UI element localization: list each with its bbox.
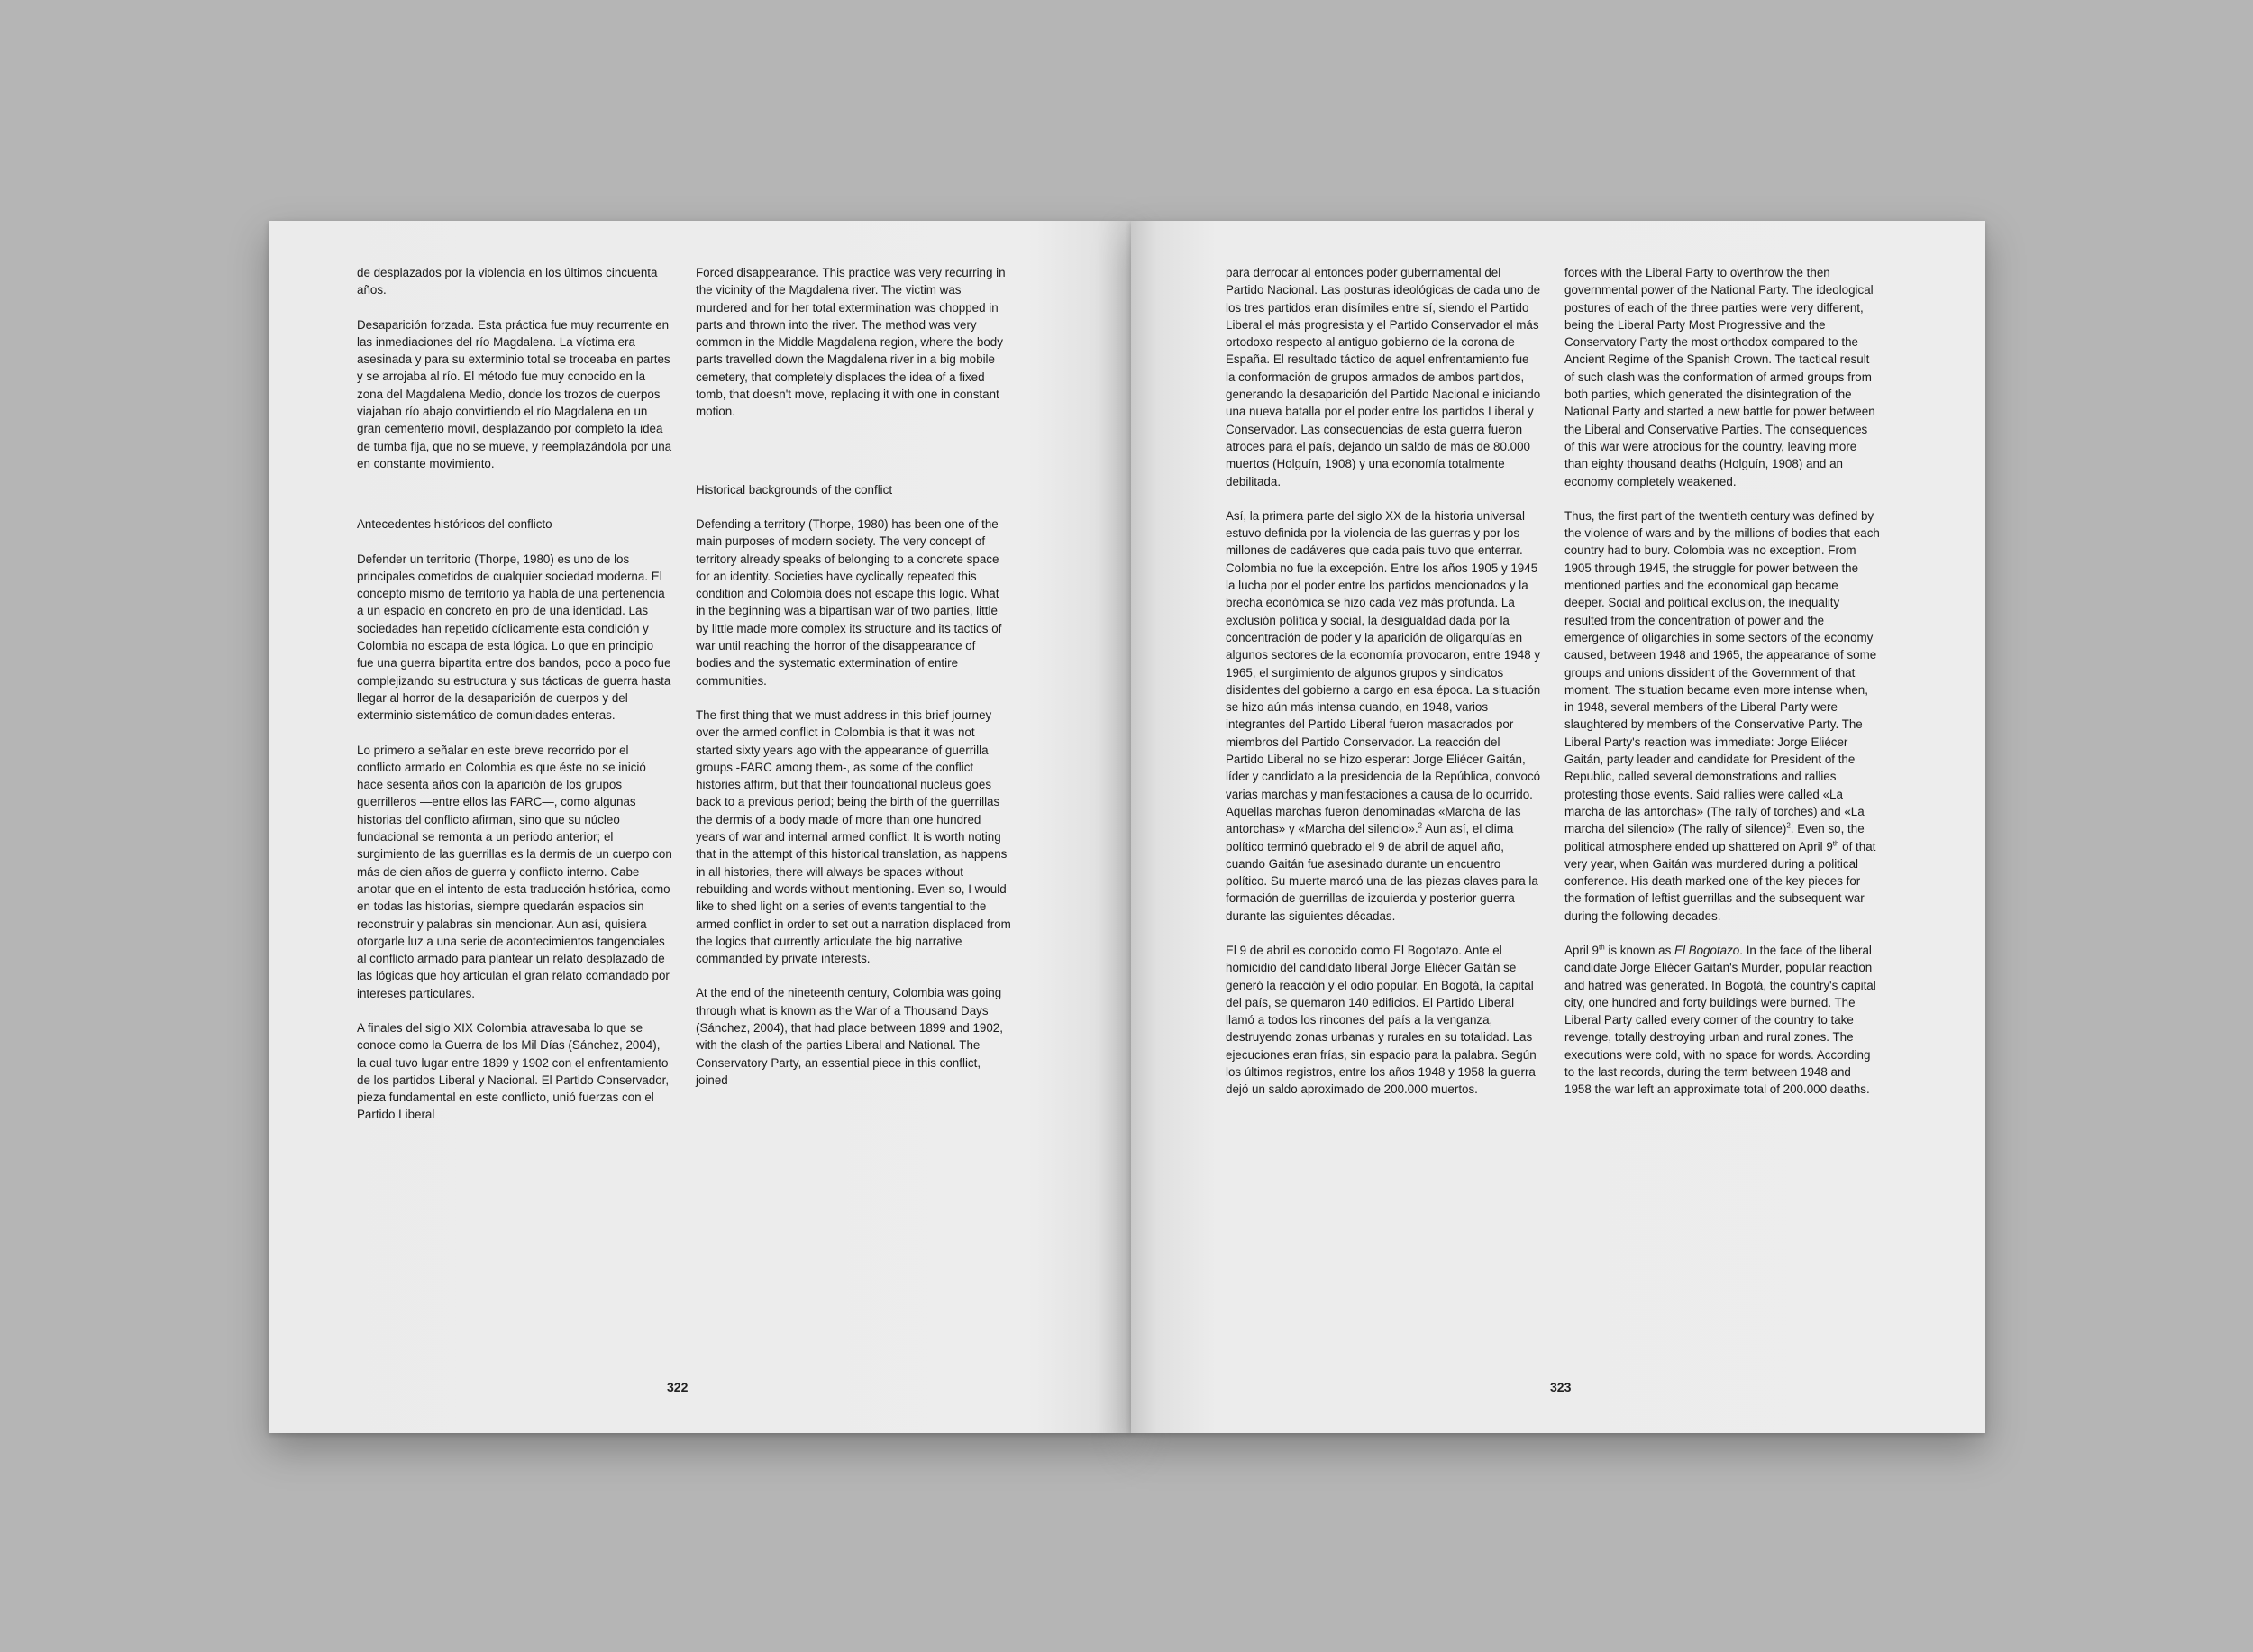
paragraph: Lo primero a señalar en este breve recorrido por el conflicto armado en Colombia es que éste no se inició hace sesenta años con la aparición de los grupos guerrilleros —entre ellos las FARC—, como algunas historias del conflicto afirman, sino que su núcleo fundacional se remonta a un periodo anterior; el surgimiento de las guerrillas es la dermis de un cuerpo con más de cien años de guerra y conflicto interno. Cabe anotar que en el intento de esta traducción histórica, como en todas las historias, siempre quedarán espacios sin reconstruir y palabras sin mencionar. Aun así, quisiera otorgarle luz a una serie de acontecimientos tangenciales al conflicto armado para plantear un relato desplazado de las lógicas que hoy articulan el gran relato comandado por intereses particulares. [357, 743, 672, 1000]
paragraph: de desplazados por la violencia en los últimos cincuenta años. [357, 266, 658, 297]
paragraph: Defender un territorio (Thorpe, 1980) es uno de los principales cometidos de cualquier sociedad moderna. El concepto mismo de territorio ya habla de una pertenencia a un espacio en concreto en pro de una identidad. Las sociedades han repetido cíclicamente esta condición y Colombia no escapa de esta lógica. Lo que en principio fue una guerra bipartita entre dos bandos, poco a poco fue complejizando su estructura y sus tácticas de guerra hasta llegar al horror de la desaparición de cuerpos y del exterminio sistemático de comunidades enteras. [357, 552, 671, 723]
section-heading: Antecedentes históricos del conflicto [357, 517, 552, 532]
right-english-column [1564, 264, 1880, 1116]
paragraph: Defending a territory (Thorpe, 1980) has been one of the main purposes of modern society. The very concept of territory already speaks of belonging to a concrete space for an identity. Societies have cyclically repeated this condition and Colombia does not escape this logic. What in the beginning was a bipartisan war of two parties, little by little made more complex its structure and its tactics of war until reaching the horror of the disappearance of bodies and the systematic extermination of entire communities. [696, 516, 1002, 688]
paragraph [1564, 942, 1880, 1099]
paragraph: The first thing that we must address in this brief journey over the armed conflict in Colombia is that it was not started sixty years ago with the appearance of guerrilla groups -FARC among them-, as some of the conflict histories affirm, but that their foundational nucleus goes back to a previous period; being the birth of the guerrillas the dermis of a body made of more than one hundred years of war and internal armed conflict. It is worth noting that in the attempt of this historical translation, as happens in all histories, there will always be spaces without rebuilding and words without mentioning. Even so, I would like to shed light on a series of events tangential to the armed conflict in order to set out a narration displaced from the logics that currently articulate the big narrative commanded by private interests. [696, 707, 1011, 966]
paragraph-text: Aun así, el clima político terminó quebrado el 9 de abril de aquel año, cuando Gaitán fue asesinado durante un encuentro político. Su muerte marcó una de las piezas claves para la formación de guerrillas de izquierda y posterior guerra durante las siguientes décadas. [1226, 822, 1538, 923]
page-number: 323 [1550, 1380, 1572, 1394]
paragraph: forces with the Liberal Party to overthrow the then governmental power of the National Party. The ideological postures of each of the three parties were very different, being the Liberal Party Most Progressive and the Conservatory Party the most orthodox compared to the Ancient Regime of the Spanish Crown. The tactical result of such clash was the conformation of armed groups from both parties, which generated the disintegration of the National Party and started a new battle for power between the Liberal and Conservative Parties. The consequences of this war were atrocious for the country, leaving more than eighty thousand deaths (Holguín, 1908) and an economy completely weakened. [1564, 266, 1875, 488]
right-spanish-column [1226, 264, 1541, 1116]
paragraph: Desaparición forzada. Esta práctica fue muy recurrente en las inmediaciones del río Magdalena. La víctima era asesinada y para su exterminio total se troceaba en partes y se arrojaba al río. El método fue muy conocido en la zona del Magdalena Medio, donde los trozos de cuerpos viajaban río abajo convirtiendo el río Magdalena en un gran cementerio móvil, desplazando por completo la idea de tumba fija, que no se mueve, y reemplazándola por una en constante movimiento. [357, 317, 672, 470]
emphasis-text: El Bogotazo [1674, 943, 1740, 957]
paragraph [1226, 507, 1541, 925]
paragraph: para derrocar al entonces poder gubernamental del Partido Nacional. Las posturas ideológicas de cada uno de los tres partidos eran disímiles entre sí, siendo el Partido Liberal el más progresista y el Partido Conservador el más ortodoxo respecto al antiguo gobierno de la corona de España. El resultado táctico de aquel enfrentamiento fue la conformación de grupos armados de ambos partidos, generando la desaparición del Partido Nacional e iniciando una nueva batalla por el poder entre los partidos Liberal y Conservador. Las consecuencias de esta guerra fueron atroces para el país, dejando un saldo de más de 80.000 muertos (Holguín, 1908) y una economía totalmente debilitada. [1226, 266, 1541, 488]
left-spanish-column [357, 264, 672, 1141]
right-page [1131, 221, 1985, 1433]
paragraph-text: is known as [1604, 943, 1675, 957]
paragraph-text: April 9 [1564, 943, 1599, 957]
paragraph: El 9 de abril es conocido como El Bogotazo. Ante el homicidio del candidato liberal Jorge Eliécer Gaitán se generó la reacción y el odio popular. En Bogotá, la capital del país, se quemaron 140 edificios. El Partido Liberal llamó a todos los rincones del país a la venganza, destruyendo zonas urbanas y rurales en su totalidad. Las ejecuciones eran frías, sin espacio para la palabra. Según los últimos registros, entre los años 1948 y 1958 la guerra dejó un saldo aproximado de 200.000 muertos. [1226, 943, 1537, 1097]
ordinal-suffix: th [1598, 943, 1605, 952]
paragraph: At the end of the nineteenth century, Colombia was going through what is known as the War of a Thousand Days (Sánchez, 2004), that had place between 1899 and 1902, with the clash of the parties Liberal and National. The Conservatory Party, an essential piece in this conflict, joined [696, 986, 1003, 1087]
paragraph-text: Así, la primera parte del siglo XX de la historia universal estuvo definida por la violencia de las guerras y por los millones de cadáveres que cada país tuvo que enterrar. Colombia no fue la excepción. Entre los años 1905 y 1945 la lucha por el poder entre los partidos mencionados y la brecha económica se hizo cada vez más profunda. La exclusión política y social, la desigualdad dada por la concentración de poder y la aparición de oligarquías en algunos sectores de la economía provocaron, entre 1948 y 1965, el surgimiento de algunos grupos y sindicatos disidentes del gobierno a cargo en esa época. La situación se hizo aún más intensa cuando, en 1948, varios integrantes del Partido Liberal fueron masacrados por miembros del Partido Conservador. La reacción del Partido Liberal no se hizo esperar: Jorge Eliécer Gaitán, líder y candidato a la presidencia de la República, convocó varias marchas y manifestaciones a causa de lo ocurrido. Aquellas marchas fueron denominadas «Marcha de las antorchas» y «Marcha del silencio». [1226, 508, 1541, 836]
left-page [269, 221, 1132, 1433]
section-heading: Historical backgrounds of the conflict [696, 482, 893, 497]
paragraph: A finales del siglo XIX Colombia atravesaba lo que se conoce como la Guerra de los Mil Días (Sánchez, 2004), la cual tuvo lugar entre 1899 y 1902 con el enfrentamiento de los partidos Liberal y Nacional. El Partido Conservador, pieza fundamental en este conflicto, unió fuerzas con el Partido Liberal [357, 1020, 670, 1122]
ordinal-suffix: th [1832, 839, 1839, 848]
paragraph: Forced disappearance. This practice was very recurring in the vicinity of the Magdalena river. The victim was murdered and for her total extermination was chopped in parts and thrown into the river. The method was very common in the Middle Magdalena region, where the body parts travelled down the Magdalena river in a big mobile cemetery, that completely displaces the idea of a fixed tomb, that doesn't move, replacing it with one in constant motion. [696, 266, 1006, 419]
left-english-column [696, 264, 1011, 1106]
footnote-marker: 2 [1786, 821, 1791, 830]
paragraph-text: . In the face of the liberal candidate Jorge Eliécer Gaitán's Murder, popular reaction and hatred was generated. In Bogotá, the country's capital city, one hundred and forty buildings were burned. The Liberal Party called every corner of the country to take revenge, totally destroying urban and rural zones. The executions were cold, with no space for words. According to the last records, during the term between 1948 and 1958 the war left an approximate total of 200.000 deaths. [1564, 943, 1876, 1097]
page-number: 322 [667, 1380, 689, 1394]
footnote-marker: 2 [1418, 821, 1423, 830]
paragraph-text: of that very year, when Gaitán was murdered during a political conference. His death marked one of the key pieces for the formation of leftist guerrillas and the subsequent war during the following decades. [1564, 839, 1876, 923]
paragraph-text: Thus, the first part of the twentieth century was defined by the violence of wars and by the millions of bodies that each country had to bury. Colombia was no exception. From 1905 through 1945, the struggle for power between the mentioned parties and the economical gap became deeper. Social and political exclusion, the inequality resulted from the concentration of power and the emergence of oligarchies in some sectors of the economy caused, between 1948 and 1965, the appearance of some groups and unions dissident of the Government of that moment. The situation became even more intense when, in 1948, several members of the Liberal Party were slaughtered by members of the Conservative Party. The Liberal Party's reaction was immediate: Jorge Eliécer Gaitán, party leader and candidate for President of the Republic, called several demonstrations and rallies protesting those events. Said rallies were called «La marcha de las antorchas» (The rally of torches) and «La marcha del silencio» (The rally of silence) [1564, 508, 1880, 836]
paragraph-text: . Even so, the political atmosphere ended up shattered on April 9 [1564, 822, 1865, 853]
paragraph [1564, 507, 1880, 925]
